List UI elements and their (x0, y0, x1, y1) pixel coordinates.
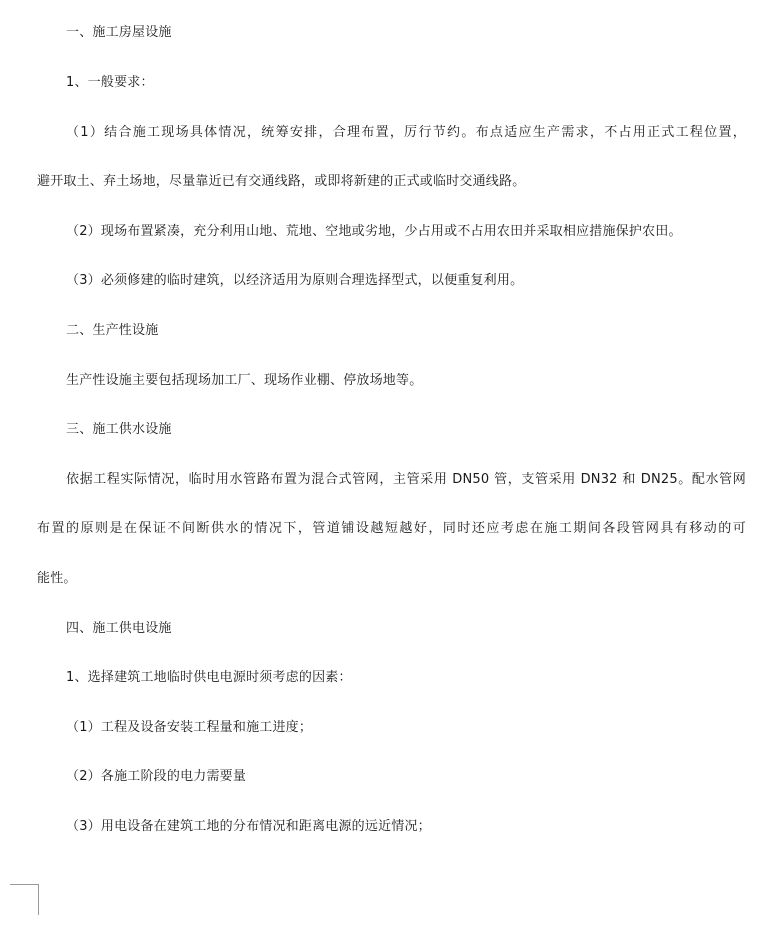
page-corner-mark (10, 884, 39, 915)
paragraph-water-line-1: 依据工程实际情况，临时用水管路布置为混合式管网，主管采用 DN50 管，支管采用 DN32 和 DN25。配水管网 (66, 472, 746, 487)
paragraph-production-facilities: 生产性设施主要包括现场加工厂、现场作业棚、停放场地等。 (66, 373, 423, 388)
list-item-2: （2）各施工阶段的电力需要量 (66, 769, 247, 784)
heading-water-supply: 三、施工供水设施 (66, 422, 172, 437)
list-item-1: （1）工程及设备安装工程量和施工进度； (66, 720, 313, 735)
paragraph-line-4: （3）必须修建的临时建筑，以经济适用为原则合理选择型式，以便重复利用。 (66, 273, 524, 288)
paragraph-water-line-2: 布置的原则是在保证不间断供水的情况下，管道铺设越短越好，同时还应考虑在施工期间各段管网具有移动的可 (37, 521, 746, 536)
subheading-power-factors: 1、选择建筑工地临时供电电源时须考虑的因素： (66, 670, 352, 685)
heading-production-facilities: 二、生产性设施 (66, 323, 159, 338)
paragraph-line-2: 避开取土、弃土场地，尽量靠近已有交通线路，或即将新建的正式或临时交通线路。 (37, 174, 526, 189)
paragraph-line-3: （2）现场布置紧凑，充分利用山地、荒地、空地或劣地，少占用或不占用农田并采取相应措施保护农田。 (66, 224, 682, 239)
paragraph-water-line-3: 能性。 (37, 571, 77, 586)
heading-power-supply: 四、施工供电设施 (66, 621, 172, 636)
list-item-3: （3）用电设备在建筑工地的分布情况和距离电源的远近情况； (66, 819, 431, 834)
subheading-general-requirements: 1、一般要求： (66, 75, 154, 90)
paragraph-line-1: （1）结合施工现场具体情况，统筹安排，合理布置，厉行节约。布点适应生产需求，不占用正式工程位置， (66, 125, 746, 140)
heading-construction-housing: 一、施工房屋设施 (66, 25, 172, 40)
